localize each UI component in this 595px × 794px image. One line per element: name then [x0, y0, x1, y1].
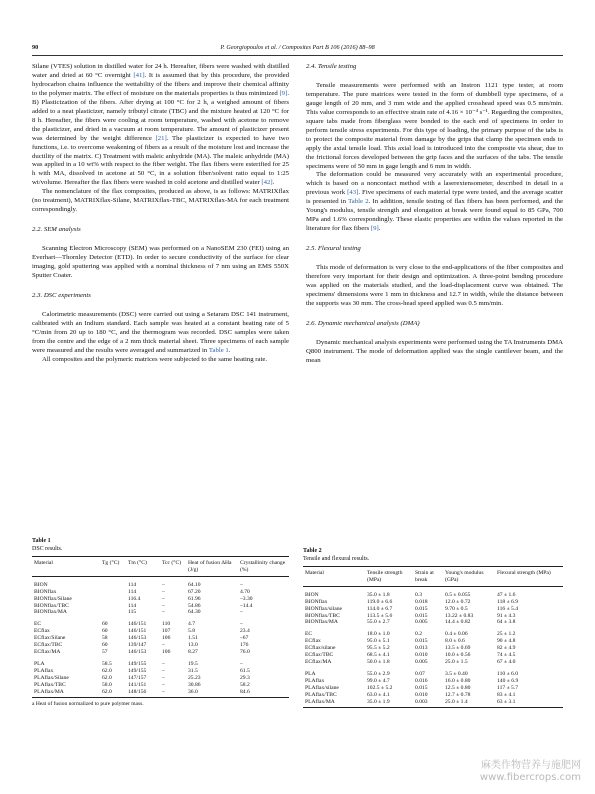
paragraph-nomenclature: The nomenclature of the flax composites, produced as above, is as follows: MATRIXflax (no treatment), MATRIXflax-Silane, MATRIXflax-TBC, MATRIXflax-MA for each treatment correspondingly.: [32, 188, 289, 214]
table-cell: [100, 589, 126, 596]
table-cell: 60: [102, 642, 108, 649]
table-cell: –: [240, 660, 243, 667]
table-cell: –67: [240, 635, 249, 642]
table-cell: 102.5 ± 5.2: [367, 684, 393, 691]
table-cell: –: [162, 602, 165, 609]
table-row: [303, 599, 563, 606]
material-cell: BIONflax: [34, 588, 57, 595]
table-cell: 4.7: [188, 621, 195, 628]
material-cell: PLAflax: [305, 677, 325, 684]
table-row: [32, 675, 289, 682]
table-cell: 12.7 ± 0.78: [445, 691, 471, 698]
table-cell: 0.005: [415, 658, 428, 665]
table-cell: 61.96: [188, 595, 201, 602]
table-cell: 116.4: [128, 595, 141, 602]
table-row: [32, 603, 289, 610]
material-cell: EC: [34, 621, 42, 628]
table-cell: 0.07: [415, 670, 425, 677]
table-cell: –: [162, 674, 165, 681]
material-cell: BIONflax/TBC: [34, 602, 69, 609]
paragraph-dsc: Calorimetric measurements (DSC) were carried out using a Setaram DSC 141 instrument, calibrated with an Indium standard. Each sample was heated at a constant heating rate of 5 °C/min from 20 up to 180 °C, and the thermogram was recorded. DSC samples were taken from the centre and the edge of a 2 mm thick material sheet. Three specimens of each sample were measured and the results were averaged and summarized in Table 1.: [32, 310, 289, 354]
table-cell: 62.0: [102, 674, 112, 681]
column-header: Tcc (°C): [160, 557, 186, 577]
table-cell: 63.0 ± 4.1: [367, 691, 390, 698]
table-cell: –: [162, 642, 165, 649]
table-cell: 0.010: [415, 691, 428, 698]
material-cell: BION: [34, 581, 48, 588]
table-cell: 57: [102, 648, 108, 655]
table-cell: 25.23: [188, 674, 201, 681]
table-row: [303, 626, 563, 638]
table-cell: 116 ± 5.4: [497, 605, 519, 612]
table-tensile-flexural-results: [303, 547, 563, 708]
table-cell: 19.5: [188, 660, 198, 667]
table-cell: 0.016: [415, 677, 428, 684]
table-cell: 12.0 ± 0.72: [445, 598, 471, 605]
material-cell: PLAflax/silane: [305, 684, 339, 691]
material-cell: ECflax/MA: [305, 658, 332, 665]
table-cell: 0.013: [415, 645, 428, 652]
table-row: [303, 692, 563, 699]
table-cell: 58.0: [102, 681, 112, 688]
table-row: [32, 589, 289, 596]
table-row: [303, 685, 563, 692]
table-cell: 58.2: [240, 681, 250, 688]
table-cell: 74 ± 4.5: [497, 652, 516, 659]
table-cell: 0.018: [415, 598, 428, 605]
table-cell: 91 ± 4.3: [497, 612, 516, 619]
table-cell: 0.015: [415, 684, 428, 691]
table-label: Table 2: [303, 548, 322, 554]
table-cell: 0.2: [415, 631, 422, 638]
table-row: [303, 638, 563, 645]
table-cell: [100, 576, 126, 588]
column-header: Material: [303, 567, 365, 587]
table-row: [303, 678, 563, 685]
table-cell: 146/151: [128, 621, 147, 628]
table-cell: 55.0 ± 2.7: [367, 619, 390, 626]
watermark-line: www.fibercrops.com: [479, 772, 581, 783]
table-cell: 60: [102, 621, 108, 628]
table-cell: –: [162, 581, 165, 588]
table-cell: 60: [102, 628, 108, 635]
table-cell: 82 ± 4.9: [497, 645, 516, 652]
table-cell: 117 ± 5.7: [497, 684, 519, 691]
table-cell: 95.0 ± 5.1: [367, 638, 390, 645]
table-cell: 176: [240, 642, 249, 649]
material-cell: BIONflax: [305, 598, 328, 605]
table-cell: –: [162, 595, 165, 602]
table-cell: 139/147: [128, 642, 147, 649]
table-cell: 31.5: [188, 667, 198, 674]
table-cell: 114: [128, 602, 137, 609]
table-cell: –14.4: [240, 602, 253, 609]
table-cell: 58.5: [102, 660, 112, 667]
table-cell: 13.5 ± 0.69: [445, 645, 471, 652]
table-cell: 58: [102, 635, 108, 642]
table-cell: 13.0: [188, 642, 198, 649]
table-cell: –: [162, 681, 165, 688]
table-cell: 68.5 ± 4.1: [367, 652, 390, 659]
section-heading-flexural: 2.5. Flexural testing: [306, 245, 361, 253]
paragraph-dma: Dynamic mechanical analysis experiments were performed using the TA Instruments DMA Q800 instrument. The mode of deformation applied was the single cantilever beam, and the mean: [306, 338, 563, 364]
material-cell: BIONflax/MA: [34, 609, 67, 616]
table-row: [303, 586, 563, 598]
table-cell: 61.5: [240, 667, 250, 674]
paragraph-deformation: The deformation could be measured very accurately with an experimental procedure, which is based on a noncontact method with a laserextensometer, described in detail in a previous work [43]. Five specimens of each material type were tested, and the average scatter is presented in Table 2. In addition, tensile testing of flax fibers has been performed, and the Young's modulus, tensile strength and elongation at break were found equal to 85 GPa, 700 MPa and 1.6% correspondingly. These elastic properties are within the values reported in the literature for flax fibers [9].: [306, 171, 564, 233]
section-heading-dma: 2.6. Dynamic mechanical analysis (DMA): [306, 319, 420, 327]
table-cell: 13.22 ± 0.83: [445, 612, 474, 619]
table-row: [303, 659, 563, 666]
table-cell: 141/151: [128, 681, 147, 688]
column-header: Young's modulus (GPa): [443, 567, 495, 587]
header-rule: [32, 55, 563, 56]
citation-link[interactable]: [21]: [155, 134, 167, 142]
right-column: [306, 63, 563, 366]
table-cell: 47 ± 1.6: [497, 591, 516, 598]
table-cell: 83 ± 4.1: [497, 691, 516, 698]
table-cell: –: [240, 581, 243, 588]
material-cell: ECflax/TBC: [34, 642, 63, 649]
table-cell: 0.4 ± 0.06: [445, 631, 468, 638]
paragraph-tensile: Tensile measurements were performed with an Instron 1121 type tester, at room temperature. The pure matrices were tested in the form of dumbbell type specimens, of a gauge length of 20 mm, and 3 mm wide and the applied crosshead speed was 0.5 mm/min. This value corresponds to an effective strain rate of 4.16 × 10⁻⁴ s⁻¹. Regarding the composites, square tabs made from fiberglass were bonded to the each end of specimens in order to perform tensile stress experiments. For this type of loading, the primary purpose of the tabs is to protect the composite material from damage by the grips that clamp the specimen ends to apply the axial tensile load. This axial load is introduced into the composite via shear, due to the frictional forces developed between the grip faces and the surfaces of the tabs. The tensile specimens were of 50 mm in gage length and 6 mm in width.: [306, 81, 563, 170]
table-cell: 25.0 ± 1.5: [445, 658, 468, 665]
table-cell: [100, 609, 126, 616]
paragraph-dsc-heating: All composites and the polymeric matrices were subjected to the same heating rate.: [42, 355, 268, 363]
table-cell: 0.015: [415, 612, 428, 619]
material-cell: PLAflax/MA: [303, 699, 365, 708]
table-cell: 9.70 ± 0.5: [445, 605, 468, 612]
material-cell: ECflax/Silane: [34, 635, 66, 642]
table-cell: 149/155: [128, 660, 147, 667]
table-cell: 16.0 ± 0.80: [445, 677, 471, 684]
table-cell: 35.0 ± 1.9: [365, 699, 413, 708]
left-column: [32, 63, 289, 365]
column-header: Material: [32, 557, 100, 577]
section-heading-sem: 2.2. SEM analysis: [32, 226, 81, 234]
table-cell: 95.5 ± 5.2: [367, 645, 390, 652]
table-cell: 0.015: [415, 605, 428, 612]
table-cell: 35.0 ± 1.8: [367, 591, 390, 598]
table-cell: 23.4: [240, 628, 250, 635]
table-row: [32, 596, 289, 603]
table-cell: 14.4 ± 0.82: [445, 619, 471, 626]
table-cell: 10.0 ± 0.56: [445, 652, 471, 659]
table-cell: 148/156: [126, 689, 160, 698]
table-cell: [100, 596, 126, 603]
table-cell: 114: [128, 581, 137, 588]
table-row: [32, 682, 289, 689]
data-table: [303, 566, 563, 708]
table-cell: 146/153: [128, 635, 147, 642]
data-table: [32, 556, 289, 698]
table-cell: 64.30: [188, 609, 201, 616]
table-cell: 84.6: [238, 689, 289, 698]
material-cell: PLAflax/MA: [32, 689, 100, 698]
table-cell: 18.0 ± 1.0: [367, 631, 390, 638]
table-cell: 1.51: [188, 635, 198, 642]
column-header: Strain at break: [413, 567, 443, 587]
material-cell: BION: [305, 591, 319, 598]
table-row: [32, 616, 289, 628]
table-cell: 146/153: [128, 648, 147, 655]
table-cell: 146/151: [128, 628, 147, 635]
table-cell: 106: [162, 648, 171, 655]
table-cell: 107: [162, 628, 171, 635]
material-cell: ECflax/TBC: [305, 652, 334, 659]
table-cell: –: [162, 588, 165, 595]
section-heading-tensile: 2.4. Tensile testing: [306, 63, 357, 70]
table-cell: 147/157: [128, 674, 147, 681]
table-row: [32, 668, 289, 675]
table-cell: 64.10: [188, 581, 201, 588]
material-cell: BIONflax/MA: [305, 619, 338, 626]
paragraph-treatments: Silane (VTES) solution in distilled water for 24 h. Hereafter, fibers were washed with distilled water and dried at 60 °C overnight [41]. It is assumed that by this procedure, the provided hydrocarbon chains influence the wettability of the fibers and improve their chemical affinity to the polymer matrix. The effect of moisture on the materials properties is thus minimized [9]. B) Plasticization of the fibers. After drying at 100 °C for 2 h, a weighed amount of fibers added to a neat plasticizer, namely tributyl citrate (TBC) and the mixture heated at 120 °C for 8 h. Hereafter, the fibers were cooling at room temperature, washed with acetone to remove the plasticizer, and dried in a vacuum at room temperature. The amount of plasticizer present was determined by the weight difference [21]. The plasticizer is expected to have two functions, i.e. to overcome weakening of fibers as a result of the moisture lost and increase the ductility of the matrix. C) Treatment with maleic anhydride (MA). The maleic anhydride (MA) was applied in a 10 wt% with respect to the fiber weight. The flax fibers were esterified for 25 h with MA, dissolved in acetone at 50 °C, in a solution fiber/solvent ratio equal to 1:25 wt/volume. Hereafter the flax fibers were washed in cold acetone and distilled water [42].: [32, 63, 289, 187]
column-header: Flexural strength (MPa): [495, 567, 563, 587]
table-row: [303, 619, 563, 626]
table-cell: 0.3: [415, 591, 422, 598]
material-cell: ECflax/MA: [34, 648, 61, 655]
table-cell: –: [162, 667, 165, 674]
page-number: 90: [32, 44, 39, 51]
material-cell: PLAflax/Silane: [34, 674, 69, 681]
citation-link[interactable]: [42]: [261, 179, 273, 187]
material-cell: PLAflax: [34, 667, 54, 674]
table-cell: 8.27: [188, 648, 198, 655]
citation-link[interactable]: [9]: [279, 89, 288, 97]
table-cell: 113.5 ± 5.6: [367, 612, 393, 619]
table-row: [303, 645, 563, 652]
table-row: [32, 609, 289, 616]
table-footnote: a Heat of fusion normalized to pure polymer mass.: [32, 701, 144, 708]
material-cell: BIONflax/silane: [305, 605, 342, 612]
table-cell: 62.0: [100, 689, 126, 698]
table-cell: 0.015: [415, 638, 428, 645]
table-cell: [100, 603, 126, 610]
table-row: [32, 656, 289, 668]
table-cell: 4.70: [240, 588, 250, 595]
column-header: Tg (°C): [100, 557, 126, 577]
table-cell: 30.86: [188, 681, 201, 688]
table-cell: –: [240, 621, 243, 628]
table-cell: 12.5 ± 0.80: [445, 684, 471, 691]
table-row: [303, 613, 563, 620]
table-cell: 62.0: [102, 667, 112, 674]
table-cell: 55.0 ± 2.9: [367, 670, 390, 677]
table-cell: 114.0 ± 6.7: [367, 605, 393, 612]
table-cell: –: [240, 609, 243, 616]
table-cell: 50.0 ± 1.8: [367, 658, 390, 665]
table-cell: 3.5 ± 0.40: [445, 670, 468, 677]
table-cell: 25 ± 1.2: [497, 631, 516, 638]
paragraph-flexural: This mode of deformation is very close to the end-applications of the fiber composites and therefore very important for their design and optimization. A three-point bending procedure was applied on the materials studied, and the load-displacement curve was obtained. The specimens' dimensions were 1 mm in thickness and 12.7 in width, while the distance between the supports was 30 mm. The cross-head speed applied was 0.5 mm/min.: [306, 264, 563, 307]
table-cell: 0.010: [415, 652, 428, 659]
running-title: P. Georgiopoulos et al. / Composites Part B 106 (2016) 88–98: [220, 44, 375, 51]
table-cell: 140 ± 6.9: [497, 677, 519, 684]
material-cell: PLA: [305, 670, 316, 677]
watermark: [480, 760, 581, 784]
table-cell: –: [162, 660, 165, 667]
table-cell: 106: [162, 635, 171, 642]
table-cell: –: [160, 689, 186, 698]
table-cell: 54.86: [188, 602, 201, 609]
material-cell: PLA: [34, 660, 45, 667]
column-header: Crystallinity change (%): [238, 557, 289, 577]
material-cell: BIONflax/Silane: [34, 595, 72, 602]
table-row: [303, 652, 563, 659]
table-cell: –: [162, 609, 165, 616]
table-cell: 114: [128, 588, 137, 595]
column-header: Tm (°C): [126, 557, 160, 577]
table-cell: 0.005: [415, 619, 428, 626]
column-header: Tensile strength (MPa): [365, 567, 413, 587]
table-cell: 110: [162, 621, 171, 628]
table-cell: 67 ± 4.0: [497, 658, 516, 665]
table-cell: 119.0 ± 6.6: [367, 598, 393, 605]
table-row: [32, 576, 289, 588]
table-row: [32, 642, 289, 649]
citation-link[interactable]: [41]: [133, 71, 145, 79]
table-cell: 8.0 ± 0.6: [445, 638, 465, 645]
table-cell: 29.3: [240, 674, 250, 681]
citation-link[interactable]: [43]: [347, 189, 359, 197]
table-row: [303, 699, 563, 708]
table-cell: 149/155: [128, 667, 147, 674]
material-cell: EC: [305, 631, 313, 638]
section-heading-dsc: 2.3. DSC experiments: [32, 291, 91, 299]
table-link[interactable]: Table 2: [348, 198, 369, 206]
table-cell: 90 ± 4.8: [497, 638, 516, 645]
table-row: [32, 628, 289, 635]
table-label: Table 1: [32, 538, 51, 544]
table-cell: 63 ± 3.1: [495, 699, 563, 708]
table-cell: 118 ± 6.9: [497, 598, 519, 605]
material-cell: PLAflax/TBC: [34, 681, 66, 688]
material-cell: BIONflax/TBC: [305, 612, 340, 619]
table-row: [303, 666, 563, 678]
table-row: [32, 689, 289, 698]
table-row: [32, 649, 289, 656]
table-cell: 0.5 ± 0.055: [445, 591, 471, 598]
watermark-line: 麻类作物营养与施肥网: [481, 760, 581, 771]
table-cell: –3.30: [240, 595, 253, 602]
table-dsc-results: [32, 537, 289, 708]
table-cell: 5.8: [188, 628, 195, 635]
table-cell: 76.0: [240, 648, 250, 655]
material-cell: ECflax: [34, 628, 50, 635]
table-cell: 25.0 ± 1.4: [443, 699, 495, 708]
table-row: [303, 606, 563, 613]
table-caption: Tensile and flexural results.: [303, 556, 370, 562]
table-cell: 115: [128, 609, 137, 616]
table-cell: 99.0 ± 4.7: [367, 677, 390, 684]
table-row: [32, 635, 289, 642]
citation-link[interactable]: [9]: [370, 225, 379, 233]
table-cell: 36.0: [186, 689, 238, 698]
table-link[interactable]: Table 1: [208, 346, 229, 354]
table-cell: 67.20: [188, 588, 201, 595]
material-cell: ECflax/silane: [305, 645, 336, 652]
table-cell: 64 ± 3.8: [497, 619, 516, 626]
table-cell: 110 ± 6.0: [497, 670, 519, 677]
table-cell: 0.003: [413, 699, 443, 708]
table-caption: DSC results.: [32, 546, 63, 552]
paragraph-sem: Scanning Electron Microscopy (SEM) was performed on a NanoSEM 230 (FEI) using an Everhart—Thornley Detector (ETD). In order to secure conductivity of the surface for clear imaging, gold sputtering was applied with a nominal thickness of 7 nm using an EMS 550X Sputter Coater.: [32, 245, 289, 280]
material-cell: ECflax: [305, 638, 321, 645]
material-cell: PLAflax/TBC: [305, 691, 337, 698]
column-header: Heat of fusion ΔHa (J/g): [186, 557, 238, 577]
